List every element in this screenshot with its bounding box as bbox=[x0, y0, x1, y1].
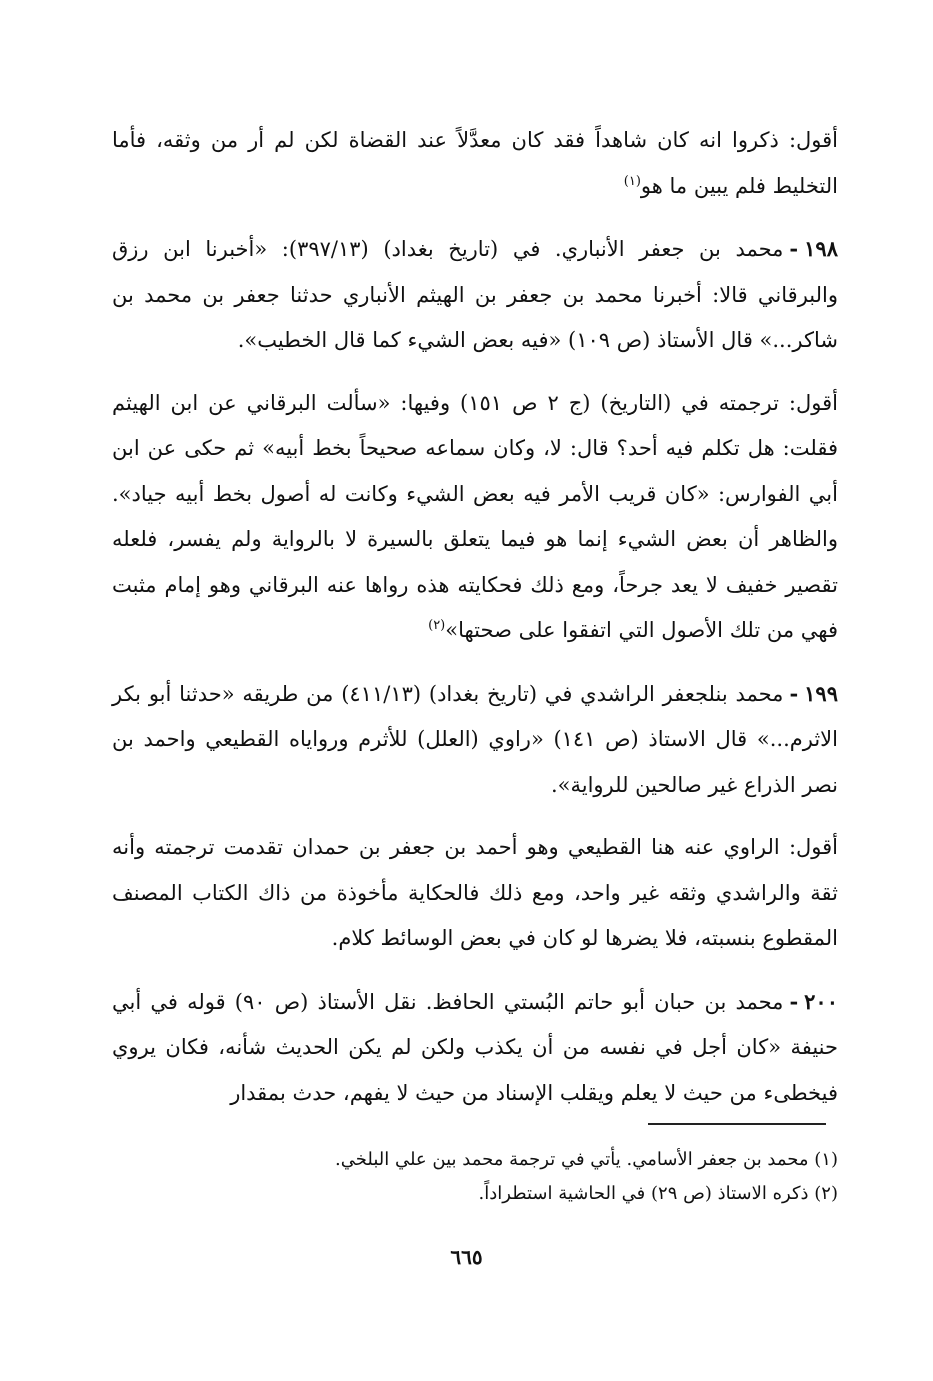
footnote-ref-1: (١) bbox=[623, 173, 641, 189]
entry-number: ١٩٩ bbox=[804, 680, 838, 706]
entry-number: ٢٠٠ bbox=[804, 988, 838, 1014]
paragraph-3: أقول: ترجمته في (التاريخ) (ج ٢ ص ١٥١) وفيها: «سألت البرقاني عن ابن الهيثم فقلت: هل تكلم فيه أحد؟ قال: لا، وكان سماعه صحيحاً بخط أبيه» ثم حكى عن ابن أبي الفوارس: «كان قريب الأمر فيه بعض الشيء وكانت له أصول بخط أبيه جياد». والظاهر أن بعض الشيء إنما هو فيما يتعلق بالسيرة لا بالرواية ولم يفسر، فلعله تقصير خفيف لا يعد جرحاً، ومع ذلك فحكايته هذه رواها عنه البرقاني وهو إمام مثبت فهي من تلك الأصول التي اتفقوا على صحتها»$^{(٢)}$ bbox=[112, 390, 838, 642]
footnotes bbox=[112, 1143, 838, 1211]
entry-198: ١٩٨-محمد بن جعفر الأنباري. في (تاريخ بغداد) (٣٩٧/١٣): «أخبرنا ابن رزق والبرقاني قالا: أخبرنا محمد بن جعفر بن الهيثم الأنباري حدثنا جعفر بن محمد بن شاكر...» قال الأستاذ (ص ١٠٩) «فيه بعض الشيء كما قال الخطيب». bbox=[112, 236, 838, 352]
entry-199: ١٩٩-محمد بنلجعفر الراشدي في (تاريخ بغداد) (٤١١/١٣) من طريقه «حدثنا أبو بكر الاثرم...» قال الاستاذ (ص ١٤١) «راوي (العلل) للأثرم ورواياه القطيعي واحمد بن نصر الذراع غير صالحين للرواية». bbox=[112, 680, 838, 797]
footnote-2: (٢) ذكره الاستاذ (ص ٢٩) في الحاشية استطراداً. bbox=[478, 1183, 838, 1204]
paragraph-1: أقول: ذكروا انه كان شاهداً فقد كان معدَّلاً عند القضاة لكن لم أر من وثقه، فأما التخليط فلم يبين ما هو$^{(١)}$ bbox=[112, 128, 838, 198]
footnote-ref-2: (٢) bbox=[428, 618, 446, 633]
footnote-1: (١) محمد بن جعفر الأسامي. يأتي في ترجمة محمد بين علي البلخي. bbox=[335, 1149, 838, 1170]
page-number: ٦٦٥ bbox=[450, 1245, 483, 1269]
main-text bbox=[112, 118, 838, 1133]
entry-number: ١٩٨ bbox=[804, 236, 838, 261]
paragraph-5: أقول: الراوي عنه هنا القطيعي وهو أحمد بن جعفر بن حمدان تقدمت ترجمته وأنه ثقة والراشدي وثقه غير واحد، ومع ذلك فالحكاية مأخوذة من ذاك الكتاب المصنف المقطوع بنسبته، فلا يضرها لو كان في بعض الوسائط كلام. bbox=[112, 835, 838, 950]
entry-200: ٢٠٠-محمد بن حبان أبو حاتم البُستي الحافظ. نقل الأستاذ (ص ٩٠) قوله في أبي حنيفة «كان أجل في نفسه من أن يكذب ولكن لم يكن الحديث شأنه، فكان يروي فيخطىء من حيث لا يعلم ويقلب الإسناد من حيث لا يفهم، حدث بمقدار bbox=[112, 988, 838, 1105]
entry-dash: - bbox=[789, 236, 799, 261]
footnote-divider bbox=[648, 1123, 826, 1125]
entry-dash: - bbox=[789, 988, 799, 1014]
entry-dash: - bbox=[789, 680, 799, 706]
